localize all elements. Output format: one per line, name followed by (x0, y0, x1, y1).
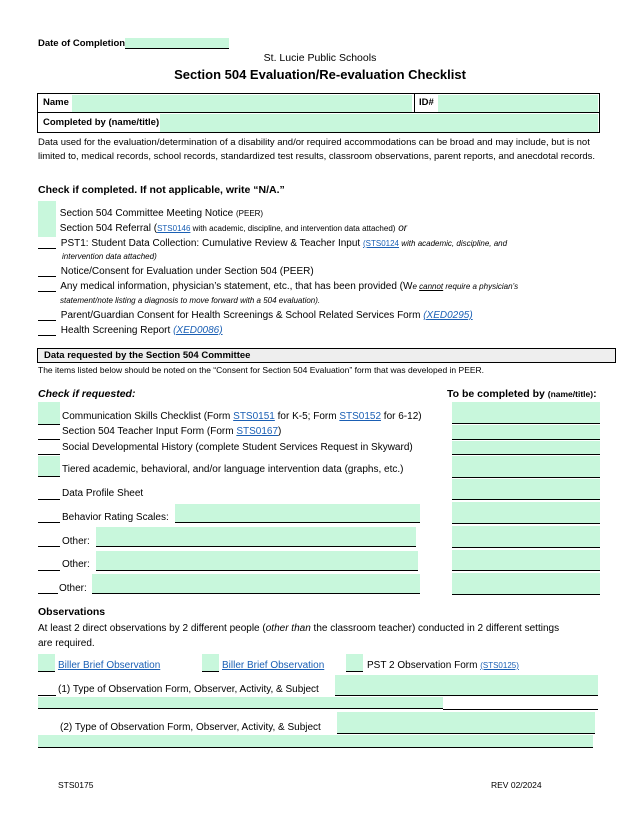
district-name: St. Lucie Public Schools (263, 52, 377, 64)
checklist-item-referral: Section 504 Referral (STS0146 with academic, discipline, and intervention data attached) or (59, 223, 408, 234)
obs-check-2[interactable] (202, 654, 219, 672)
name-field[interactable] (72, 95, 412, 112)
tbc-field-6[interactable] (452, 502, 600, 524)
medical-note: statement/note listing a diagnosis to move forward with a 504 evaluation). (60, 296, 321, 305)
observations-text: At least 2 direct observations by 2 different people (other than the classroom teacher) conducted in 2 different settings are required. (38, 623, 560, 649)
checklist-item-consent: Notice/Consent for Evaluation under Section 504 (PEER) (38, 266, 314, 277)
health-report-checkbox[interactable] (38, 325, 56, 336)
date-label: Date of Completion (38, 38, 126, 49)
sts0146-link[interactable]: STS0146 (157, 224, 191, 233)
sts0151-link[interactable]: STS0151 (233, 411, 275, 422)
checklist-item-pst1: PST1: Student Data Collection: Cumulative Review & Teacher Input (STS0124 with academic, discipline, and (38, 238, 507, 249)
obs-type-2-label: (2) Type of Observation Form, Observer, Activity, & Subject (60, 722, 321, 733)
obs-type-1-field[interactable] (335, 675, 598, 696)
id-label: ID# (419, 97, 434, 108)
checklist-item-meeting-notice: Section 504 Committee Meeting Notice (PEER) (59, 208, 264, 219)
date-of-completion (38, 38, 229, 49)
intro-text: Data used for the evaluation/determination of a disability and/or required accommodations can be broad and may include, but is not limited to, medical records, school records, standardized test results, classroom observations, parent reports, and anecdotal records. (38, 137, 596, 162)
biller-brief-link-1[interactable]: Biller Brief Observation (58, 660, 161, 671)
req-behavior-rating: Behavior Rating Scales: (62, 512, 169, 523)
req-data-profile: Data Profile Sheet (62, 488, 144, 499)
pst2-form: PST 2 Observation Form (STS0125) (367, 660, 519, 671)
behavior-rating-field[interactable] (175, 504, 420, 523)
sts0125-link[interactable]: (STS0125) (480, 661, 519, 670)
tbc-field-7[interactable] (452, 526, 600, 548)
obs-check-3[interactable] (346, 654, 363, 672)
committee-note: The items listed below should be noted on the “Consent for Section 504 Evaluation” form that was developed in PEER. (38, 365, 485, 375)
req-other-3: Other: (59, 583, 87, 594)
checklist-item-health-report: Health Screening Report (XED0086) (38, 325, 223, 336)
req-tiered-data: Tiered academic, behavioral, and/or language intervention data (graphs, etc.) (62, 464, 404, 475)
tbc-field-9[interactable] (452, 573, 600, 595)
req-teacher-input: Section 504 Teacher Input Form (Form STS0167) (62, 426, 282, 437)
other-field-3[interactable] (92, 574, 420, 594)
req-social-history: Social Developmental History (complete Student Services Request in Skyward) (62, 442, 413, 453)
obs-check-1[interactable] (38, 654, 55, 672)
biller-brief-link-2[interactable]: Biller Brief Observation (222, 660, 325, 671)
checklist-item-medical: Any medical information, physician’s statement, etc., that has been provided (We cannot require a physician’s (38, 281, 518, 292)
other-field-2[interactable] (96, 551, 418, 571)
pst1-checkbox[interactable] (38, 238, 56, 249)
info-table (37, 93, 600, 133)
health-consent-checkbox[interactable] (38, 310, 56, 321)
to-be-completed-label: To be completed by (name/title): (447, 388, 597, 400)
id-field[interactable] (438, 95, 598, 112)
other-field-1[interactable] (96, 527, 416, 547)
committee-bar: Data requested by the Section 504 Committee (37, 348, 616, 363)
tbc-field-1[interactable] (452, 402, 600, 424)
medical-checkbox[interactable] (38, 281, 56, 292)
sts0152-link[interactable]: STS0152 (339, 411, 382, 422)
req-other-2: Other: (62, 559, 90, 570)
xed0295-link[interactable]: (XED0295) (423, 310, 473, 321)
revision-date: REV 02/2024 (491, 780, 542, 790)
tbc-field-8[interactable] (452, 550, 600, 571)
tbc-field-5[interactable] (452, 479, 600, 500)
sts0167-link[interactable]: STS0167 (236, 426, 279, 437)
completed-by-field[interactable] (160, 114, 598, 132)
checklist-item-health-consent: Parent/Guardian Consent for Health Screenings & School Related Services Form (XED0295) (38, 310, 473, 321)
req-check-1[interactable] (38, 402, 60, 424)
req-other-1: Other: (62, 536, 90, 547)
check-if-requested-label: Check if requested: (38, 388, 136, 400)
tbc-field-4[interactable] (452, 456, 600, 478)
page-title: Section 504 Evaluation/Re-evaluation Checklist (174, 67, 466, 82)
form-number: STS0175 (58, 780, 94, 790)
tbc-field-2[interactable] (452, 425, 600, 440)
xed0086-link[interactable]: (XED0086) (173, 325, 223, 336)
consent-checkbox[interactable] (38, 266, 56, 277)
obs-type-2-field[interactable] (337, 712, 595, 734)
name-label: Name (43, 97, 69, 108)
date-field[interactable] (125, 38, 229, 49)
obs-type-2-field-line2[interactable] (38, 735, 593, 748)
check-heading: Check if completed. If not applicable, write “N/A.” (38, 184, 285, 196)
completed-by-label: Completed by (name/title) (43, 117, 160, 128)
pst1-note: intervention data attached) (62, 252, 157, 261)
req-check-4[interactable] (38, 456, 60, 477)
tbc-field-3[interactable] (452, 441, 600, 455)
obs-type-1-field-line2[interactable] (38, 697, 443, 709)
observations-heading: Observations (38, 606, 106, 618)
req-communication-skills: Communication Skills Checklist (Form STS0151 for K-5; Form STS0152 for 6-12) (62, 411, 422, 422)
sts0124-link[interactable]: (STS0124 (362, 239, 400, 248)
obs-type-1-label: (1) Type of Observation Form, Observer, Activity, & Subject (58, 684, 319, 695)
